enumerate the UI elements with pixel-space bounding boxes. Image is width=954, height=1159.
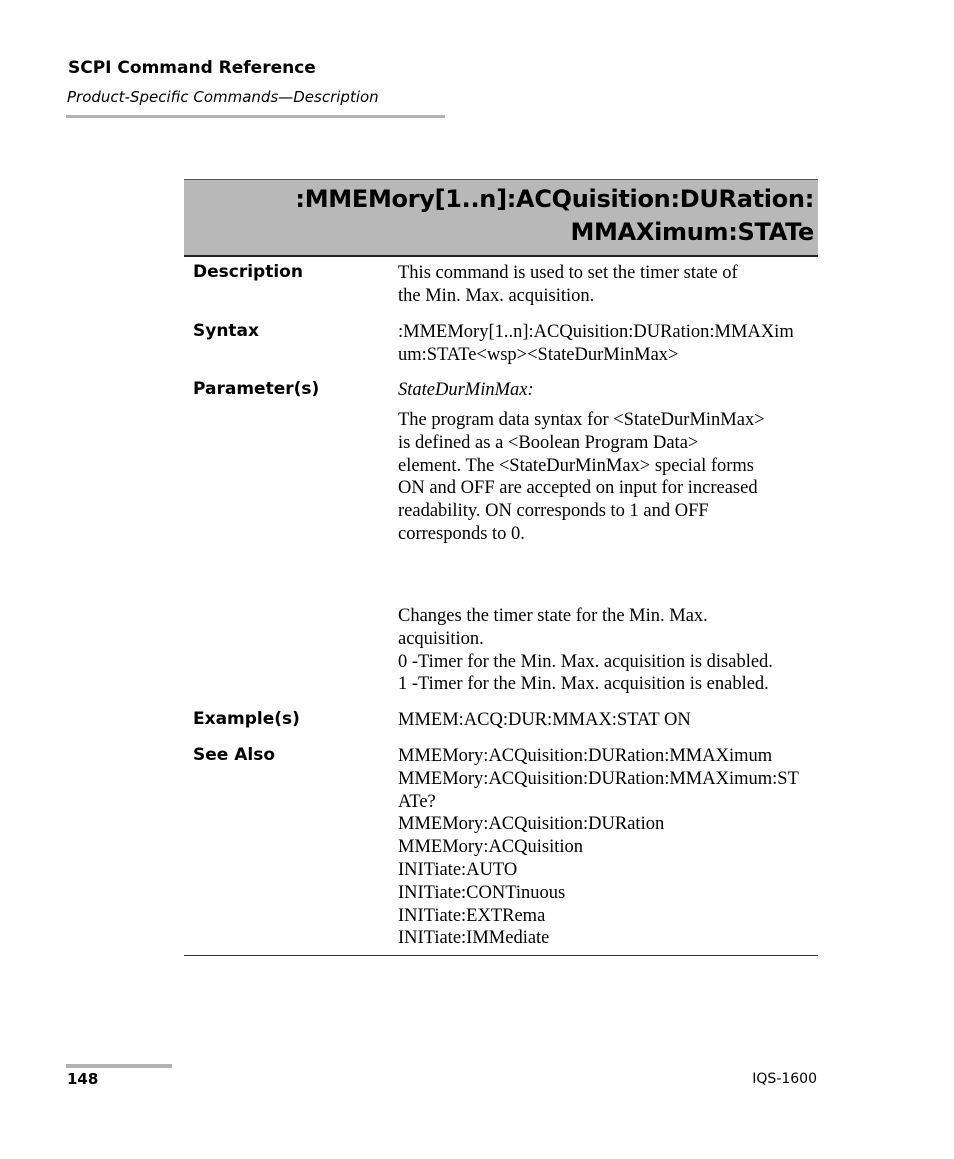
command-title-box [184,179,818,257]
header-rule [66,115,445,118]
see-also-list [398,745,818,950]
parameter-detail-line: 1 -Timer for the Min. Max. acquisition is enabled. [398,674,769,695]
command-title-line-1: :MMEMory[1..n]:ACQuisition:DURation: [295,185,814,213]
see-also-item: INITiate:AUTO [398,859,518,880]
see-also-item: MMEMory:ACQuisition:DURation:MMAXimum:ST [398,768,799,789]
see-also-item: INITiate:EXTRema [398,905,546,926]
parameter-body-line: The program data syntax for <StateDurMinMax> [398,410,765,430]
see-also-item: MMEMory:ACQuisition:DURation [398,814,665,835]
syntax-label: Syntax [193,321,259,341]
parameters-label: Parameter(s) [193,379,320,399]
see-also-item: MMEMory:ACQuisition:DURation:MMAXimum [398,746,773,766]
see-also-item: MMEMory:ACQuisition [398,837,584,858]
parameter-body-line: is defined as a <Boolean Program Data> [398,432,699,453]
parameter-details [398,605,818,696]
syntax-line: :MMEMory[1..n]:ACQuisition:DURation:MMAXim [398,322,794,342]
parameter-detail-line: 0 -Timer for the Min. Max. acquisition is disabled. [398,651,773,672]
page-number: 148 [67,1070,99,1088]
parameter-detail-line: Changes the timer state for the Min. Max. [398,606,708,626]
example-line: MMEM:ACQ:DUR:MMAX:STAT ON [398,710,691,730]
examples-label: Example(s) [193,709,300,729]
parameter-body-line: readability. ON corresponds to 1 and OFF [398,501,709,522]
parameter-body-line: ON and OFF are accepted on input for increased [398,478,758,499]
description-line: This command is used to set the timer state of [398,263,738,283]
command-title-line-2: MMAXimum:STATe [570,218,814,246]
footer-rule [66,1064,172,1068]
header-title: SCPI Command Reference [68,58,316,78]
parameter-body-line: element. The <StateDurMinMax> special forms [398,455,755,476]
examples-text [398,709,818,732]
see-also-item: INITiate:CONTinuous [398,882,566,903]
description-text [398,262,818,308]
see-also-item: ATe? [398,791,436,812]
see-also-label: See Also [193,745,276,765]
see-also-item: INITiate:IMMediate [398,928,550,949]
header-subtitle: Product-Specific Commands—Description [67,88,379,106]
parameter-body [398,409,818,546]
product-name: IQS-1600 [752,1071,817,1087]
description-label: Description [193,262,303,282]
syntax-text [398,321,818,367]
parameter-name: StateDurMinMax: [398,380,534,400]
parameter-body-line: corresponds to 0. [398,523,525,544]
table-bottom-rule [184,955,818,956]
syntax-line: um:STATe<wsp><StateDurMinMax> [398,344,679,365]
parameter-detail-line: acquisition. [398,628,484,649]
description-line: the Min. Max. acquisition. [398,285,595,306]
